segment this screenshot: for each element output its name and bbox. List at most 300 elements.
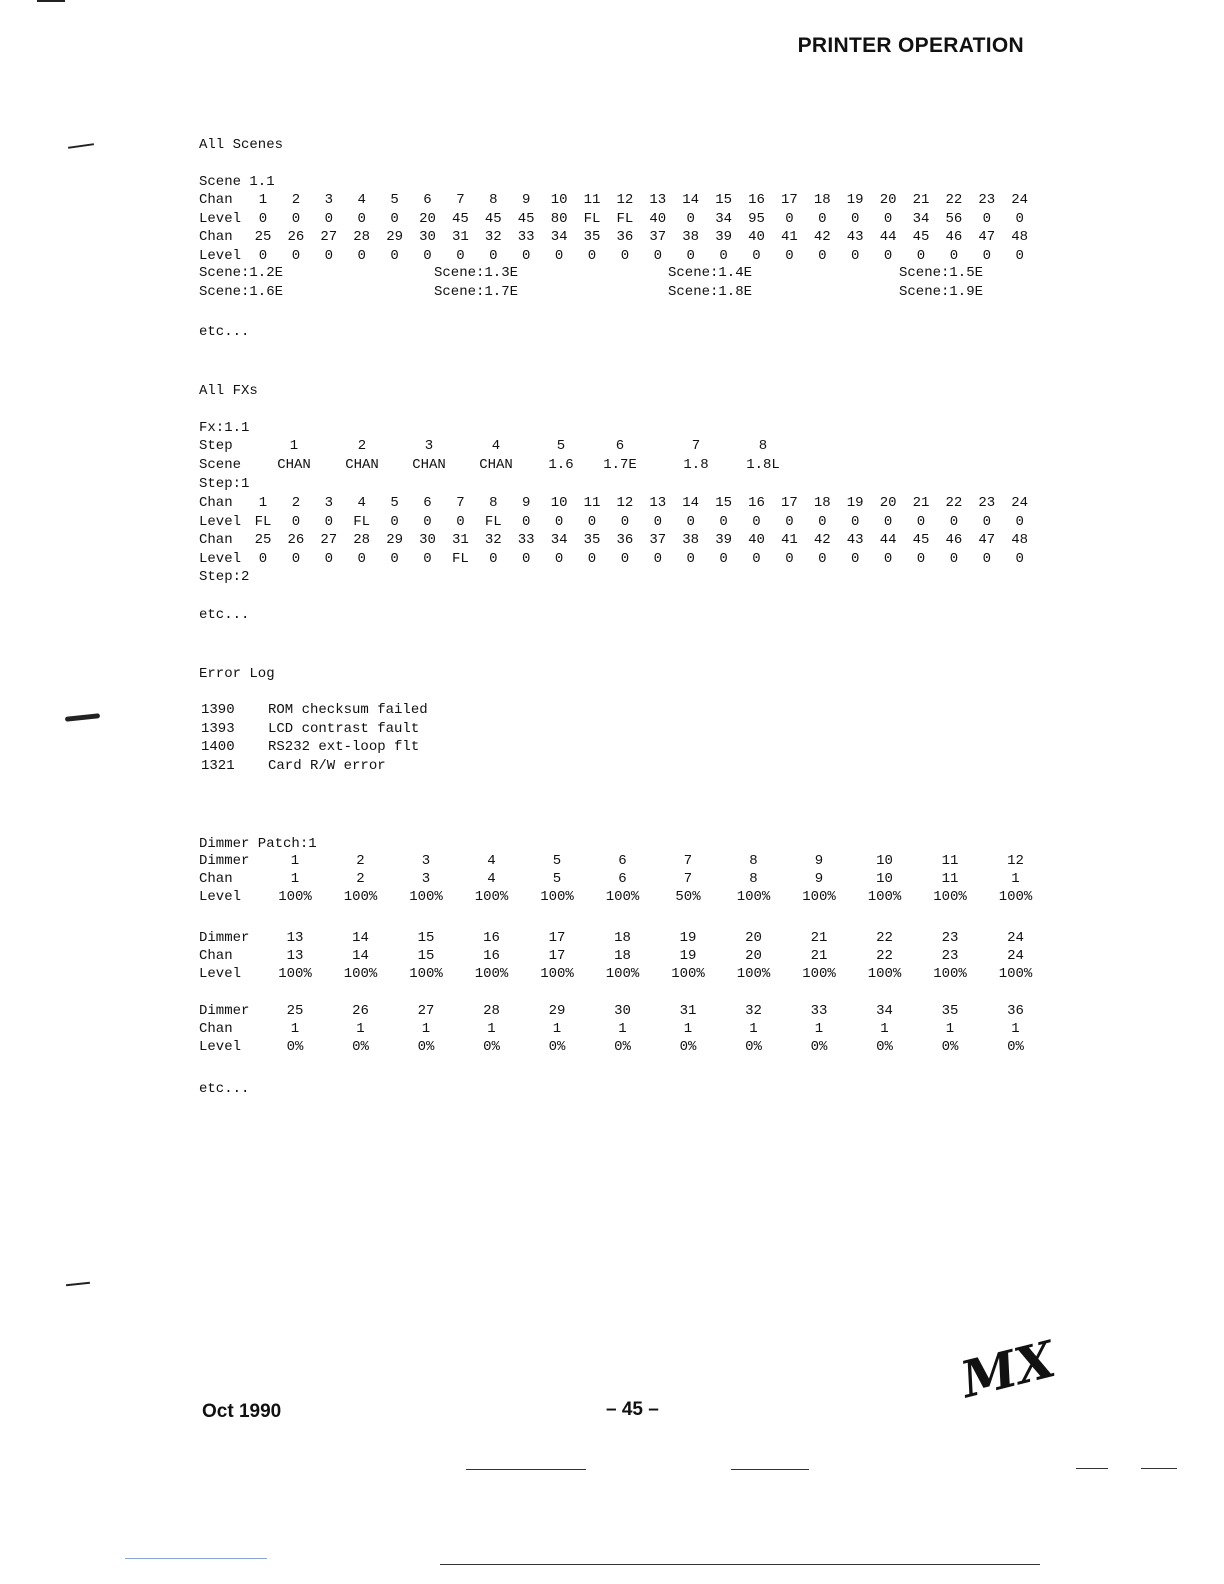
fx-cell: 31 <box>451 532 469 548</box>
fx-step-scene: CHAN <box>479 457 513 473</box>
scene-cell: 8 <box>489 192 498 208</box>
dimmer-level-cell: 100% <box>474 966 509 982</box>
fx-cell: 25 <box>254 532 272 548</box>
fx-cell: 0 <box>752 550 761 567</box>
scene-cell: 9 <box>521 192 531 208</box>
scene-cell: 0 <box>719 247 728 264</box>
footer-page-number: – 45 – <box>606 1399 659 1420</box>
dimmer-chan-cell: 11 <box>941 871 959 887</box>
scene-row-label: Level <box>199 247 242 264</box>
scene-cell: 6 <box>423 192 432 208</box>
dimmer-chan-cell: 1 <box>552 1021 562 1037</box>
scene-cell: 0 <box>324 210 333 227</box>
fx-cell: 0 <box>521 513 531 530</box>
scene-cell: 0 <box>686 210 695 227</box>
scenes-etc: etc... <box>199 324 250 340</box>
scene-label: Scene 1.1 <box>199 174 275 190</box>
dimmer-chan-cell: 1 <box>749 1021 758 1037</box>
scene-cell: 0 <box>949 247 959 264</box>
scene-cell: FL <box>616 210 634 227</box>
scene-cell: 95 <box>748 210 765 227</box>
scene-cell: 38 <box>682 229 700 245</box>
dimmer-level-cell: 100% <box>278 889 312 905</box>
dimmer-level-label: Level <box>199 966 242 982</box>
fx-step-number: 7 <box>691 438 701 454</box>
dimmer-level-cell: 100% <box>474 889 509 905</box>
scene-list-2-2: Scene:1.7E <box>434 284 519 300</box>
dimmer-level-cell: 100% <box>802 889 836 905</box>
dimmer-dimmer-cell: 1 <box>290 853 300 869</box>
fx-cell: 33 <box>517 532 535 548</box>
fx-cell: 0 <box>818 550 827 567</box>
dimmer-level-cell: 100% <box>343 966 378 982</box>
scene-cell: 18 <box>813 192 831 208</box>
dimmer-chan-cell: 10 <box>876 871 893 887</box>
scene-cell: 39 <box>715 229 732 245</box>
dimmer-level-cell: 100% <box>998 966 1033 982</box>
error-code: 1400 <box>201 739 235 755</box>
fx-step-number: 8 <box>758 438 768 454</box>
fx-cell: 15 <box>715 495 732 511</box>
fx-row-label: Chan <box>199 532 233 548</box>
scan-mark <box>37 0 65 2</box>
scene-cell: 0 <box>489 247 498 264</box>
scene-cell: 40 <box>649 210 667 227</box>
scenes-heading: All Scenes <box>199 137 284 153</box>
error-code: 1321 <box>201 757 235 774</box>
dimmer-dimmer-cell: 36 <box>1007 1003 1024 1019</box>
fx-cell: 4 <box>357 495 366 511</box>
fx-cell: 0 <box>785 513 794 530</box>
scene-list-1-1: Scene:1.2E <box>199 265 284 281</box>
error-message: ROM checksum failed <box>268 702 428 718</box>
scene-cell: 44 <box>879 229 897 245</box>
fx-cell: 0 <box>291 550 301 567</box>
dimmer-level-cell: 100% <box>998 889 1033 905</box>
scene-cell: 0 <box>390 247 399 264</box>
fx-cell: 0 <box>949 550 959 567</box>
dimmer-dimmer-cell: 24 <box>1007 930 1024 946</box>
scene-cell: 0 <box>521 247 531 264</box>
fx-cell: 29 <box>386 532 403 548</box>
dimmer-chan-cell: 9 <box>814 871 824 887</box>
dimmer-dimmer-cell: 27 <box>417 1003 435 1019</box>
dimmer-level-cell: 0% <box>417 1039 435 1055</box>
dimmer-dimmer-cell: 13 <box>286 930 304 946</box>
dimmer-chan-cell: 1 <box>618 1021 627 1037</box>
scene-cell: 19 <box>846 192 864 208</box>
scene-cell: 0 <box>258 247 268 264</box>
fx-step-number: 1 <box>289 438 299 454</box>
fx-cell: 26 <box>287 532 305 548</box>
scene-cell: 7 <box>456 192 465 208</box>
scene-cell: 27 <box>320 229 338 245</box>
fx-cell: 3 <box>324 495 333 511</box>
fx-cell: 39 <box>715 532 732 548</box>
fx-step-label: Step <box>199 438 233 454</box>
fx-cell: 0 <box>686 550 695 567</box>
scene-cell: 24 <box>1011 192 1029 208</box>
fx-cell: 0 <box>390 513 399 530</box>
fx-step-scene: 1.8L <box>746 457 780 473</box>
fx-cell: 0 <box>357 550 366 567</box>
dimmer-chan-cell: 22 <box>876 948 893 964</box>
fx-cell: 17 <box>780 495 798 511</box>
dimmer-chan-cell: 21 <box>810 948 828 964</box>
scene-cell: 0 <box>423 247 432 264</box>
fx-cell: 0 <box>324 550 333 567</box>
fx-cell: 32 <box>484 532 502 548</box>
fx-cell: 24 <box>1011 495 1029 511</box>
scene-list-2-1: Scene:1.6E <box>199 284 284 300</box>
dimmer-dimmer-cell: 28 <box>483 1003 500 1019</box>
fx-step-scene: 1.7E <box>603 457 637 473</box>
dimmer-level-cell: 100% <box>933 889 967 905</box>
fx-cell: 0 <box>785 550 794 567</box>
fx-cell: 1 <box>258 495 268 511</box>
dimmer-dimmer-cell: 9 <box>814 853 824 869</box>
scene-cell: 12 <box>616 192 634 208</box>
scan-line <box>1141 1468 1177 1469</box>
scene-list-2-3: Scene:1.8E <box>668 284 753 300</box>
dimmer-level-cell: 100% <box>802 966 836 982</box>
scene-cell: 31 <box>451 229 469 245</box>
dimmer-dimmer-cell: 34 <box>876 1003 893 1019</box>
dimmer-chan-cell: 2 <box>356 871 365 887</box>
fx-cell: 0 <box>752 513 761 530</box>
dimmer-level-cell: 100% <box>540 889 574 905</box>
fx-row-label: Level <box>199 550 242 567</box>
scene-cell: 20 <box>879 192 897 208</box>
dimmer-chan-cell: 1 <box>356 1021 365 1037</box>
dimmer-dimmer-cell: 5 <box>552 853 562 869</box>
fx-cell: 0 <box>1015 513 1024 530</box>
fx-cell: 0 <box>982 550 991 567</box>
scene-cell: 1 <box>258 192 268 208</box>
scene-cell: 14 <box>682 192 700 208</box>
dimmer-level-label: Level <box>199 1039 242 1055</box>
fx-step-scene: 1.8 <box>683 457 709 473</box>
scene-cell: 46 <box>945 229 963 245</box>
fx-cell: 0 <box>521 550 531 567</box>
scene-cell: 0 <box>883 210 893 227</box>
error-message: LCD contrast fault <box>268 720 420 737</box>
dimmer-chan-cell: 20 <box>745 948 762 964</box>
fx-cell: 0 <box>587 513 597 530</box>
dimmer-level-cell: 0% <box>941 1039 959 1055</box>
scene-cell: 0 <box>883 247 893 264</box>
error-log-heading: Error Log <box>199 666 275 682</box>
fx-cell: 7 <box>456 495 465 511</box>
scene-cell: 0 <box>850 210 860 227</box>
dimmer-chan-cell: 1 <box>487 1021 496 1037</box>
fx-cell: 0 <box>949 513 959 530</box>
fx-cell: 10 <box>550 495 568 511</box>
dimmer-chan-cell: 3 <box>421 871 431 887</box>
fx-cell: 0 <box>818 513 827 530</box>
fx-cell: 0 <box>489 550 498 567</box>
dimmer-dimmer-label: Dimmer <box>199 853 250 869</box>
dimmer-dimmer-cell: 33 <box>810 1003 828 1019</box>
scene-cell: 26 <box>287 229 305 245</box>
fx-cell: 0 <box>423 550 432 567</box>
fx-cell: 43 <box>846 532 864 548</box>
fx-cell: 0 <box>916 513 926 530</box>
scene-cell: 32 <box>484 229 502 245</box>
fx-cell: 11 <box>583 495 601 511</box>
dimmer-chan-cell: 14 <box>352 948 369 964</box>
fx-cell: 36 <box>616 532 634 548</box>
dimmer-dimmer-cell: 32 <box>745 1003 762 1019</box>
dimmer-level-cell: 100% <box>540 966 574 982</box>
error-message: Card R/W error <box>268 757 386 774</box>
scene-cell: 0 <box>785 247 794 264</box>
scene-cell: 0 <box>291 247 301 264</box>
dimmer-level-cell: 100% <box>671 966 705 982</box>
scene-cell: 45 <box>451 210 469 227</box>
dimmer-level-cell: 0% <box>1007 1039 1024 1055</box>
fx-cell: 40 <box>748 532 765 548</box>
fx-cell: 23 <box>978 495 996 511</box>
dimmer-level-cell: 50% <box>675 889 701 905</box>
fx-label: Fx:1.1 <box>199 420 250 436</box>
scene-cell: 34 <box>912 210 930 227</box>
dimmer-dimmer-label: Dimmer <box>199 930 250 946</box>
scene-cell: 43 <box>846 229 864 245</box>
fxs-etc: etc... <box>199 607 250 623</box>
dimmer-chan-cell: 1 <box>945 1021 955 1037</box>
dimmer-chan-cell: 1 <box>683 1021 693 1037</box>
scene-cell: 0 <box>916 247 926 264</box>
scene-list-1-3: Scene:1.4E <box>668 265 753 281</box>
fx-cell: 13 <box>649 495 667 511</box>
fx-row-label: Chan <box>199 495 233 511</box>
fx-cell: 0 <box>620 513 630 530</box>
fx-step-scene: 1.6 <box>548 457 574 473</box>
fx-cell: 0 <box>850 550 860 567</box>
fx-step-number: 2 <box>357 438 367 454</box>
scene-cell: 33 <box>517 229 535 245</box>
dimmer-dimmer-cell: 31 <box>679 1003 697 1019</box>
scene-list-1-4: Scene:1.5E <box>899 265 984 281</box>
dimmer-chan-label: Chan <box>199 948 233 964</box>
dimmer-dimmer-cell: 2 <box>356 853 365 869</box>
scene-cell: 36 <box>616 229 634 245</box>
dimmer-chan-cell: 1 <box>290 871 300 887</box>
fx-cell: 0 <box>883 513 893 530</box>
scene-cell: 21 <box>912 192 930 208</box>
scene-cell: 47 <box>978 229 996 245</box>
scene-cell: 42 <box>813 229 831 245</box>
scene-cell: 0 <box>850 247 860 264</box>
scene-cell: 0 <box>620 247 630 264</box>
fx-cell: 35 <box>583 532 601 548</box>
dimmer-chan-cell: 4 <box>487 871 496 887</box>
dimmer-dimmer-cell: 12 <box>1007 853 1024 869</box>
fx-cell: 0 <box>554 513 564 530</box>
scene-cell: 0 <box>982 247 991 264</box>
scan-line <box>731 1469 809 1470</box>
fx-cell: 0 <box>982 513 991 530</box>
dimmer-dimmer-cell: 11 <box>941 853 959 869</box>
error-code: 1393 <box>201 720 235 737</box>
fx-cell: 0 <box>587 550 597 567</box>
fx-cell: 0 <box>653 513 662 530</box>
dimmer-dimmer-cell: 14 <box>352 930 369 946</box>
fx-cell: 48 <box>1011 532 1029 548</box>
scene-cell: 0 <box>1015 247 1024 264</box>
fx-cell: 37 <box>649 532 667 548</box>
dimmer-dimmer-cell: 6 <box>618 853 627 869</box>
fx-cell: 38 <box>682 532 700 548</box>
error-message: RS232 ext-loop flt <box>268 739 420 755</box>
scene-cell: 45 <box>484 210 502 227</box>
dimmer-chan-cell: 1 <box>880 1021 889 1037</box>
dimmer-dimmer-cell: 30 <box>614 1003 631 1019</box>
dimmer-level-cell: 0% <box>810 1039 828 1055</box>
dimmer-level-cell: 0% <box>352 1039 369 1055</box>
dimmer-level-cell: 100% <box>605 966 640 982</box>
scene-cell: 0 <box>653 247 662 264</box>
dimmer-level-cell: 100% <box>736 966 771 982</box>
dimmer-dimmer-cell: 17 <box>548 930 566 946</box>
scene-cell: 34 <box>550 229 568 245</box>
scene-cell: 0 <box>686 247 695 264</box>
dimmer-level-cell: 100% <box>278 966 312 982</box>
fx-cell: 0 <box>291 513 301 530</box>
fx-cell: 42 <box>813 532 831 548</box>
fx-cell: 28 <box>353 532 371 548</box>
scene-cell: 45 <box>912 229 930 245</box>
dimmer-dimmer-cell: 7 <box>683 853 693 869</box>
fx-cell: 0 <box>423 513 432 530</box>
dimmer-level-cell: 0% <box>614 1039 631 1055</box>
fx-cell: 47 <box>978 532 996 548</box>
scene-cell: 80 <box>550 210 568 227</box>
scene-cell: 20 <box>419 210 436 227</box>
scene-cell: 0 <box>1015 210 1024 227</box>
dimmer-level-cell: 0% <box>548 1039 566 1055</box>
fx-step-number: 4 <box>491 438 501 454</box>
fx-cell: 18 <box>813 495 831 511</box>
scene-cell: FL <box>583 210 601 227</box>
fx-cell: 34 <box>550 532 568 548</box>
scene-cell: 0 <box>554 247 564 264</box>
page-header-title: PRINTER OPERATION <box>797 34 1024 57</box>
scene-cell: 15 <box>715 192 732 208</box>
scene-cell: 56 <box>945 210 963 227</box>
error-code: 1390 <box>201 702 235 718</box>
dimmer-level-cell: 100% <box>867 966 902 982</box>
fx-step-scene: CHAN <box>412 457 446 473</box>
fx-cell: 45 <box>912 532 930 548</box>
dimmer-level-cell: 100% <box>933 966 967 982</box>
fx-cell: 0 <box>686 513 695 530</box>
fx-cell: 30 <box>419 532 436 548</box>
fx-cell: 6 <box>423 495 432 511</box>
fx-step-scene: CHAN <box>345 457 379 473</box>
dimmer-dimmer-cell: 4 <box>487 853 496 869</box>
fx-cell: 0 <box>719 550 728 567</box>
dimmer-dimmer-cell: 10 <box>876 853 893 869</box>
fx-step1-label: Step:1 <box>199 476 250 492</box>
dimmer-dimmer-cell: 3 <box>421 853 431 869</box>
dimmer-level-cell: 100% <box>867 889 902 905</box>
fx-step-scene: CHAN <box>277 457 311 473</box>
footer-date: Oct 1990 <box>202 1401 282 1422</box>
dimmer-level-cell: 0% <box>745 1039 762 1055</box>
fx-cell: 14 <box>682 495 700 511</box>
dimmer-dimmer-cell: 21 <box>810 930 828 946</box>
scene-cell: 45 <box>517 210 535 227</box>
scene-cell: 0 <box>324 247 333 264</box>
fx-cell: 5 <box>390 495 399 511</box>
scene-cell: 0 <box>357 247 366 264</box>
fx-cell: 0 <box>1015 550 1024 567</box>
scene-cell: 23 <box>978 192 996 208</box>
scene-row-label: Level <box>199 210 242 227</box>
scan-line <box>440 1564 1040 1565</box>
dimmer-chan-cell: 16 <box>483 948 500 964</box>
dimmer-dimmer-cell: 22 <box>876 930 893 946</box>
scene-cell: 35 <box>583 229 601 245</box>
scene-cell: 40 <box>748 229 765 245</box>
dimmer-chan-cell: 19 <box>679 948 697 964</box>
scene-cell: 29 <box>386 229 403 245</box>
dimmer-dimmer-cell: 15 <box>417 930 435 946</box>
scan-line <box>125 1558 267 1559</box>
fx-cell: 16 <box>748 495 765 511</box>
dimmer-dimmer-cell: 26 <box>352 1003 369 1019</box>
dimmer-chan-cell: 1 <box>421 1021 431 1037</box>
fx-cell: 27 <box>320 532 338 548</box>
dimmer-level-cell: 100% <box>736 889 771 905</box>
fx-step-number: 6 <box>615 438 625 454</box>
fx-cell: 0 <box>719 513 728 530</box>
dimmer-chan-cell: 6 <box>618 871 627 887</box>
dimmer-chan-cell: 1 <box>1011 1021 1020 1037</box>
dimmer-level-cell: 0% <box>483 1039 500 1055</box>
scene-cell: 10 <box>550 192 568 208</box>
scene-cell: 28 <box>353 229 371 245</box>
dimmer-level-cell: 100% <box>605 889 640 905</box>
fx-cell: FL <box>353 513 371 530</box>
dimmer-chan-cell: 1 <box>814 1021 824 1037</box>
dimmer-dimmer-cell: 8 <box>749 853 758 869</box>
fx-cell: 0 <box>554 550 564 567</box>
scene-cell: 37 <box>649 229 667 245</box>
dimmer-level-cell: 100% <box>409 966 443 982</box>
scene-cell: 48 <box>1011 229 1029 245</box>
scan-mark <box>66 1282 90 1286</box>
fx-cell: 0 <box>883 550 893 567</box>
fx-cell: 0 <box>653 550 662 567</box>
scene-cell: 0 <box>785 210 794 227</box>
scene-cell: 30 <box>419 229 436 245</box>
dimmer-dimmer-cell: 19 <box>679 930 697 946</box>
fx-cell: 22 <box>945 495 963 511</box>
scene-cell: 0 <box>291 210 301 227</box>
fx-cell: FL <box>254 513 272 530</box>
scene-cell: 0 <box>818 210 827 227</box>
scene-cell: 16 <box>748 192 765 208</box>
dimmer-chan-cell: 24 <box>1007 948 1024 964</box>
fx-cell: 0 <box>916 550 926 567</box>
fx-cell: 0 <box>324 513 333 530</box>
brand-signature: MX <box>955 1329 1061 1410</box>
fxs-heading: All FXs <box>199 383 258 399</box>
dimmer-level-cell: 0% <box>876 1039 893 1055</box>
